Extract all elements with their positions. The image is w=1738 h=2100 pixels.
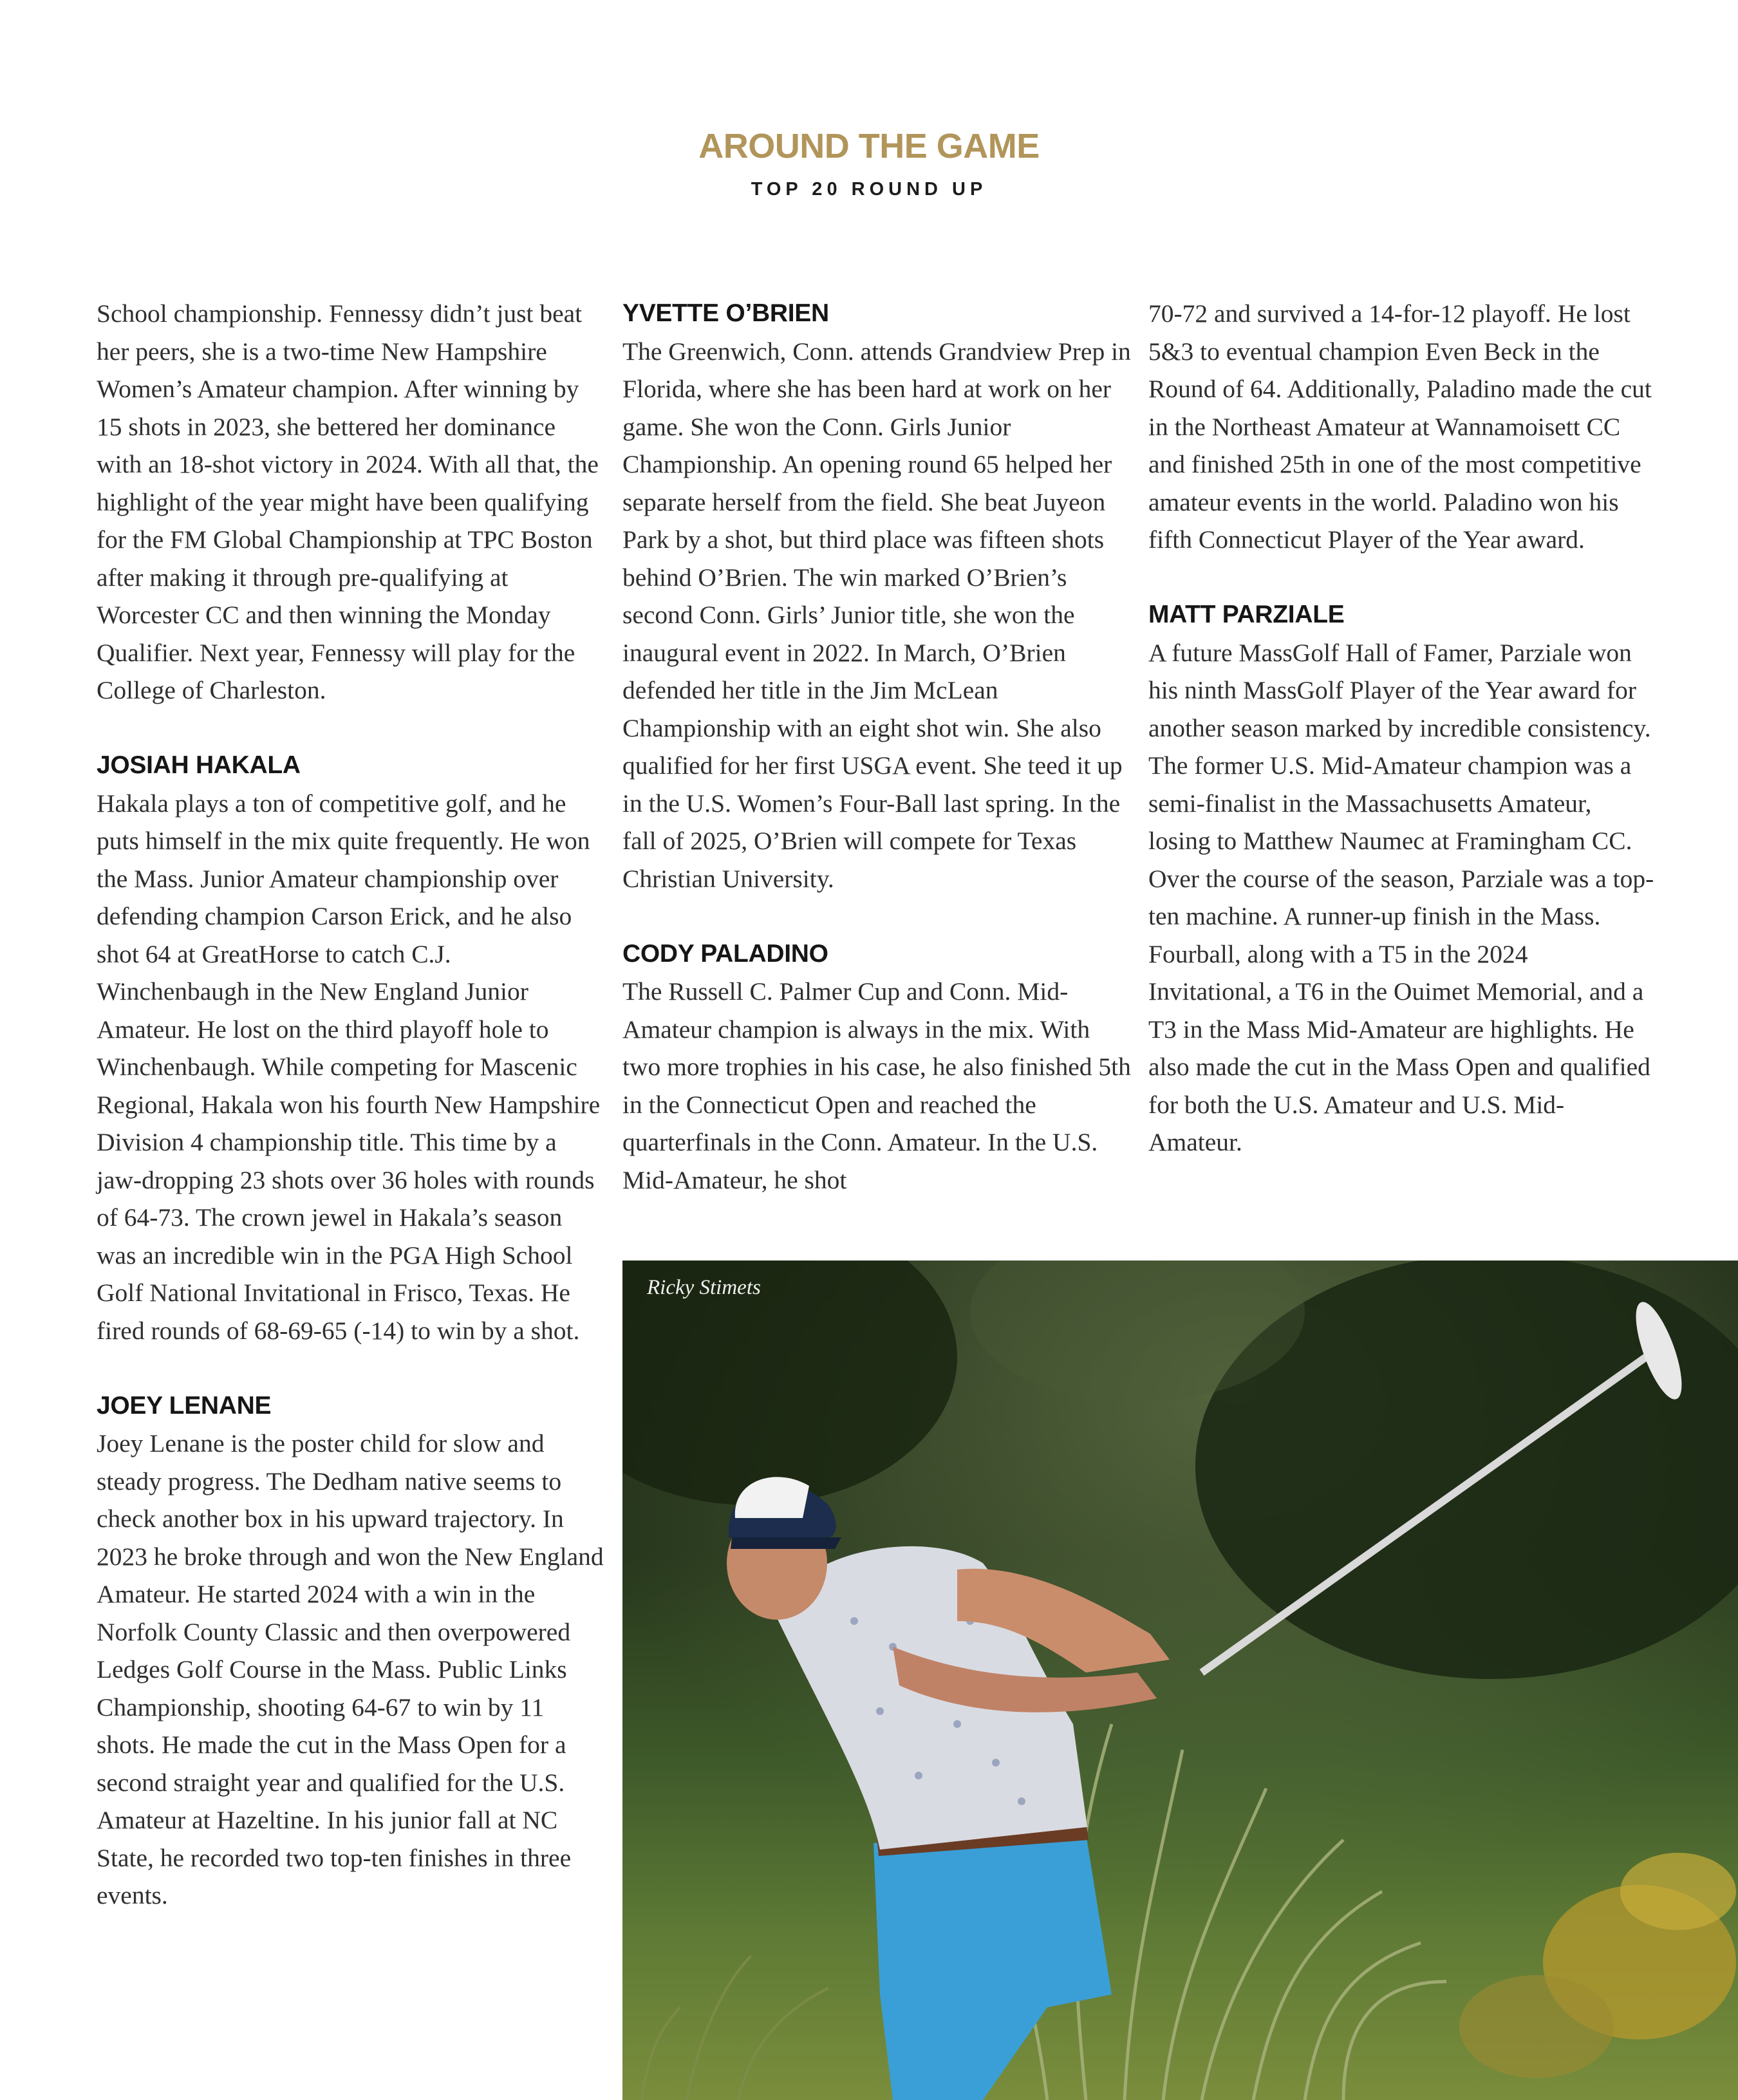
lenane-paragraph: Joey Lenane is the poster child for slow and steady progress. The Dedham native seems to check another box in his upward trajectory. In 2023 he broke through and won the New England Amateur. He started 2024 with a win in the Norfolk County Classic and then overpowered Ledges Golf Course in the Mass. Public Links Championship, shooting 64-67 to win by 11 shots. He made the cut in the Mass Open for a second straight year and qualified for the U.S. Amateur at Hazeltine. In his junior fall at NC State, he recorded two top-ten finishes in three events. [97, 1429, 604, 1909]
column-2 [622, 295, 1131, 1199]
paladino-paragraph: The Russell C. Palmer Cup and Conn. Mid-Amateur champion is always in the mix. With two more trophies in his case, he also finished 5th in the Connecticut Open and reached the quarterfinals in the Conn. Amateur. In the U.S. Mid-Amateur, he shot [622, 977, 1131, 1194]
obrien-heading: YVETTE O’BRIEN [622, 299, 829, 327]
lenane-heading: JOEY LENANE [97, 1391, 272, 1420]
paladino-heading: CODY PALADINO [622, 939, 828, 968]
obrien-paragraph: The Greenwich, Conn. attends Grandview Prep in Florida, where she has been hard at work on her game. She won the Conn. Girls Junior Championship. An opening round 65 helped her separate herself from the field. She beat Juyeon Park by a shot, but third place was fifteen shots behind O’Brien. The win marked O’Brien’s second Conn. Girls’ Junior title, she won the inaugural event in 2022. In March, O’Brien defended her title in the Jim McLean Championship with an eight shot win. She also qualified for her first USGA event. She teed it up in the U.S. Women’s Four-Ball last spring. In the fall of 2025, O’Brien will compete for Texas Christian University. [622, 337, 1131, 893]
golfer-illustration [622, 1261, 1738, 2100]
parziale-paragraph: A future MassGolf Hall of Famer, Parziale won his ninth MassGolf Player of the Year award for another season marked by incredible consistency. The former U.S. Mid-Amateur champion was a semi-finalist in the Massachusetts Amateur, losing to Matthew Naumec at Framingham CC. Over the course of the season, Parziale was a top-ten machine. A runner-up finish in the Mass. Fourball, along with a T5 in the 2024 Invitational, a T6 in the Ouimet Memorial, and a T3 in the Mass Mid-Amateur are highlights. He also made the cut in the Mass Open and qualified for both the U.S. Amateur and U.S. Mid-Amateur. [1148, 638, 1654, 1156]
hakala-heading: JOSIAH HAKALA [97, 751, 301, 779]
fennessy-continued-paragraph: School championship. Fennessy didn’t just beat her peers, she is a two-time New Hampshire Women’s Amateur champion. After winning by 15 shots in 2023, she bettered her dominance with an 18-shot victory in 2024. With all that, the highlight of the year might have been qualifying for the FM Global Championship at TPC Boston after making it through pre-qualifying at Worcester CC and then winning the Monday Qualifier. Next year, Fennessy will play for the College of Charleston. [97, 299, 599, 704]
section-subtitle: TOP 20 ROUND UP [751, 179, 987, 200]
golfer-photo [622, 1261, 1738, 2100]
photo-credit: Ricky Stimets [647, 1276, 761, 1299]
section-title: AROUND THE GAME [698, 127, 1040, 165]
parziale-heading: MATT PARZIALE [1148, 601, 1345, 628]
hakala-paragraph: Hakala plays a ton of competitive golf, and he puts himself in the mix quite frequently. He won the Mass. Junior Amateur championship over defending champion Carson Erick, and he also shot 64 at GreatHorse to catch C.J. Winchenbaugh in the New England Junior Amateur. He lost on the third playoff hole to Winchenbaugh. While competing for Mascenic Regional, Hakala won his fourth New Hampshire Division 4 championship title. This time by a jaw-dropping 23 shots over 36 holes with rounds of 64-73. The crown jewel in Hakala’s season was an incredible win in the PGA High School Golf National Invitational in Frisco, Texas. He fired rounds of 68-69-65 (-14) to win by a shot. [97, 789, 601, 1345]
column-1 [97, 295, 605, 1915]
column-3 [1148, 295, 1657, 1161]
paladino-continued-paragraph: 70-72 and survived a 14-for-12 playoff. He lost 5&3 to eventual champion Even Beck in the Round of 64. Additionally, Paladino made the cut in the Northeast Amateur at Wannamoisett CC and finished 25th in one of the most competitive amateur events in the world. Paladino won his fifth Connecticut Player of the Year award. [1148, 299, 1652, 554]
